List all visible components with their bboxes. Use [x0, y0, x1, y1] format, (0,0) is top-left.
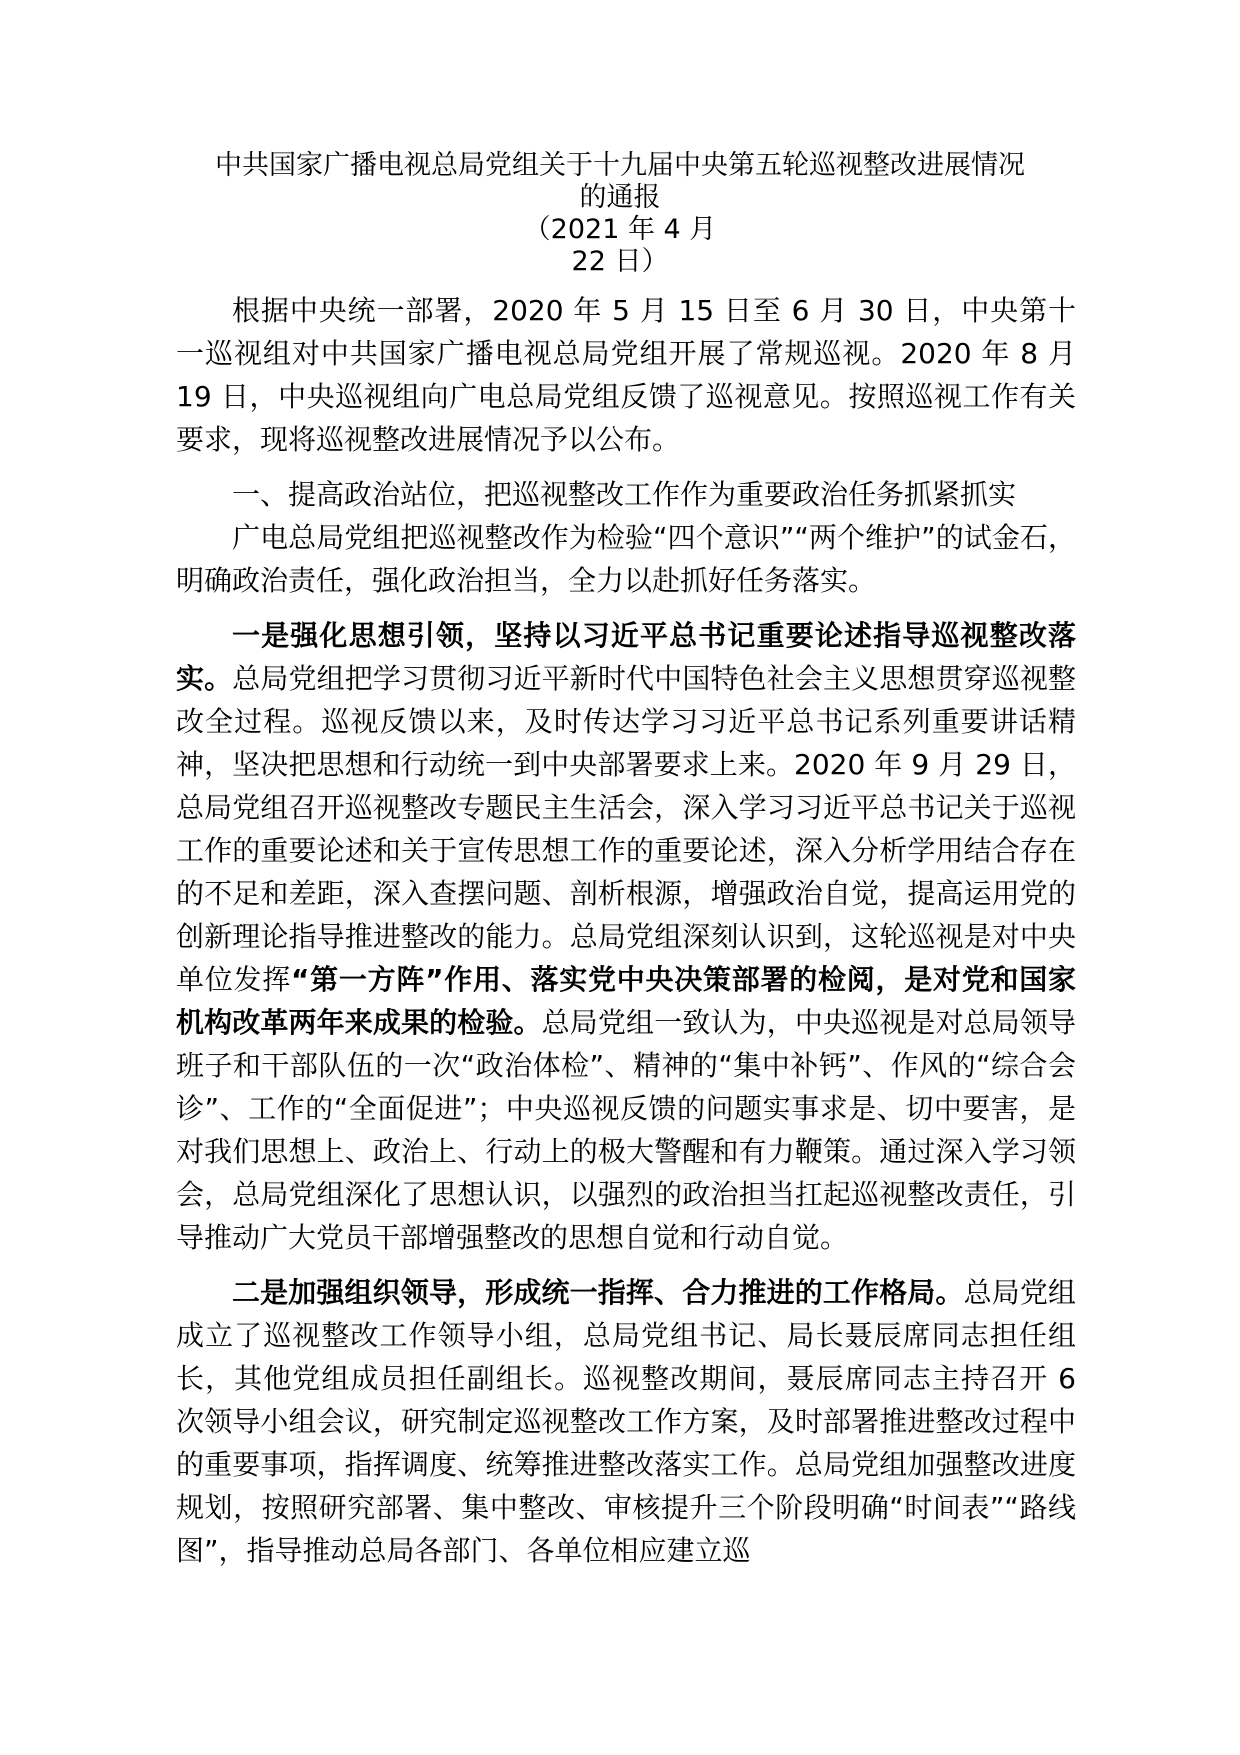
point-2-heading: 二是加强组织领导，形成统一指挥、合力推进的工作格局。 [232, 1276, 964, 1309]
point-1-text-a: 总局党组把学习贯彻习近平新时代中国特色社会主义思想贯穿巡视整改全过程。巡视反馈以来，及时传达学习习近平总书记系列重要讲话精神，坚决把思想和行动统一到中央部署要求上来。2020 年 9 月 29 日，总局党组召开巡视整改专题民主生活会，深入学习习近平总书记关于巡视工作的重要论述和关于宣传思想工作的重要论述，深入分析学用结合存在的不足和差距，深入查摆问题、剖析根源，增强政治自觉，提高运用党的创新理论指导推进整改的能力。总局党组深刻认识到，这轮巡视是对中央单位发挥 [176, 662, 1076, 996]
date-line-2: 22 日） [571, 246, 669, 277]
title-line-1: 中共国家广播电视总局党组关于十九届中央第五轮巡视整改进展情况 [215, 150, 1025, 181]
paragraph-point-1 [176, 614, 1076, 1259]
paragraph-point-2 [176, 1271, 1076, 1572]
date-line-1: （2021 年 4 月 [523, 214, 717, 245]
document-title [150, 150, 1090, 278]
point-1-emphasis: “第一方阵”作用、落实党中央决策部署的检阅，是对党和国家机构改革两年来成果的检验。 [176, 963, 1076, 1039]
paragraph-intro: 根据中央统一部署，2020 年 5 月 15 日至 6 月 30 日，中央第十一巡视组对中共国家广播电视总局党组开展了常规巡视。2020 年 8 月 19 日，中央巡视组向广电总局党组反馈了巡视意见。按照巡视工作有关要求，现将巡视整改进展情况予以公布。 [176, 294, 1076, 456]
point-2-text: 总局党组成立了巡视整改工作领导小组，总局党组书记、局长聂辰席同志担任组长，其他党组成员担任副组长。巡视整改期间，聂辰席同志主持召开 6 次领导小组会议，研究制定巡视整改工作方案，及时部署推进整改过程中的重要事项，指挥调度、统筹推进整改落实工作。总局党组加强整改进度规划，按照研究部署、集中整改、审核提升三个阶段明确“时间表”“路线图”，指导推动总局各部门、各单位相应建立巡 [176, 1276, 1076, 1567]
paragraph-section-1-intro: 广电总局党组把巡视整改作为检验“四个意识”“两个维护”的试金石，明确政治责任，强化政治担当，全力以赴抓好任务落实。 [176, 521, 1076, 597]
document-body [176, 289, 1076, 1572]
title-line-2: 的通报 [579, 182, 661, 213]
point-1-heading: 一是强化思想引领，坚持以习近平总书记重要论述指导巡视整改落实。 [176, 619, 1076, 695]
section-heading-1: 一、提高政治站位，把巡视整改工作作为重要政治任务抓紧抓实 [232, 478, 1017, 511]
point-1-text-b: 总局党组一致认为，中央巡视是对总局领导班子和干部队伍的一次“政治体检”、精神的“集中补钙”、作风的“综合会诊”、工作的“全面促进”；中央巡视反馈的问题实事求是、切中要害，是对我们思想上、政治上、行动上的极大警醒和有力鞭策。通过深入学习领会，总局党组深化了思想认识，以强烈的政治担当扛起巡视整改责任，引导推动广大党员干部增强整改的思想自觉和行动自觉。 [176, 1006, 1076, 1254]
